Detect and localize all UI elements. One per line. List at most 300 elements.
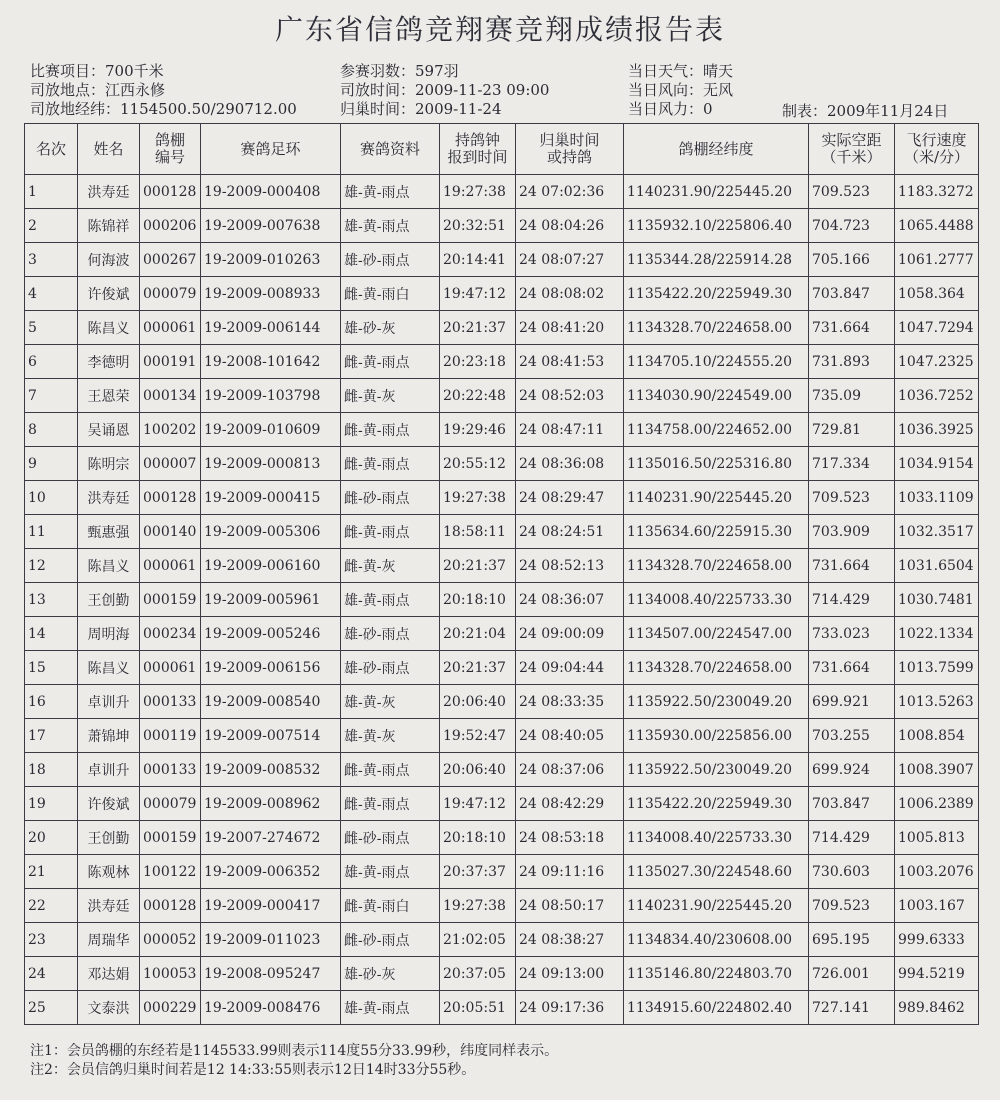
return-time-cell: 24 08:41:53 bbox=[516, 345, 624, 379]
clock-time-cell: 20:22:48 bbox=[440, 379, 516, 413]
table-row bbox=[25, 991, 979, 1025]
ring-cell: 19-2009-000415 bbox=[201, 481, 341, 515]
name-cell: 吴诵恩 bbox=[78, 413, 140, 447]
clock-time-cell: 20:37:05 bbox=[440, 957, 516, 991]
ring-cell: 19-2009-006160 bbox=[201, 549, 341, 583]
table-row bbox=[25, 447, 979, 481]
clock-time-cell: 19:52:47 bbox=[440, 719, 516, 753]
header-name: 姓名 bbox=[78, 124, 140, 175]
distance-cell: 727.141 bbox=[809, 991, 895, 1025]
distance-cell: 699.924 bbox=[809, 753, 895, 787]
report-title: 广东省信鸽竞翔赛竞翔成绩报告表 bbox=[274, 13, 725, 46]
clock-time-cell: 19:27:38 bbox=[440, 175, 516, 209]
bird-info-cell: 雌-黄-雨点 bbox=[341, 345, 440, 379]
ring-cell: 19-2009-007638 bbox=[201, 209, 341, 243]
results-table bbox=[24, 123, 979, 1025]
loft-id-cell: 000206 bbox=[140, 209, 201, 243]
return-time-cell: 24 08:40:05 bbox=[516, 719, 624, 753]
rank-cell: 23 bbox=[25, 923, 78, 957]
loft-id-cell: 000128 bbox=[140, 175, 201, 209]
wind-direction: 当日风向：无风 bbox=[628, 81, 734, 99]
header-rank: 名次 bbox=[25, 124, 78, 175]
rank-cell: 13 bbox=[25, 583, 78, 617]
bird-info-cell: 雌-黄-雨白 bbox=[341, 277, 440, 311]
ring-cell: 19-2009-000408 bbox=[201, 175, 341, 209]
bird-info-cell: 雌-砂-雨点 bbox=[341, 481, 440, 515]
speed-cell: 1183.3272 bbox=[895, 175, 979, 209]
return-time-cell: 24 08:53:18 bbox=[516, 821, 624, 855]
coordinates-cell: 1134705.10/224555.20 bbox=[624, 345, 809, 379]
table-row bbox=[25, 413, 979, 447]
speed-cell: 1034.9154 bbox=[895, 447, 979, 481]
return-time-cell: 24 09:11:16 bbox=[516, 855, 624, 889]
ring-cell: 19-2009-008540 bbox=[201, 685, 341, 719]
name-cell: 王创勤 bbox=[78, 821, 140, 855]
name-cell: 洪寿廷 bbox=[78, 175, 140, 209]
ring-cell: 19-2009-103798 bbox=[201, 379, 341, 413]
coordinates-cell: 1135016.50/225316.80 bbox=[624, 447, 809, 481]
coordinates-cell: 1135930.00/225856.00 bbox=[624, 719, 809, 753]
speed-cell: 989.8462 bbox=[895, 991, 979, 1025]
distance-cell: 703.255 bbox=[809, 719, 895, 753]
table-row bbox=[25, 651, 979, 685]
weather: 当日天气：晴天 bbox=[628, 62, 734, 80]
speed-cell: 1032.3517 bbox=[895, 515, 979, 549]
release-location: 司放地点：江西永修 bbox=[30, 81, 166, 99]
bird-info-cell: 雄-砂-雨点 bbox=[341, 617, 440, 651]
name-cell: 卓训升 bbox=[78, 753, 140, 787]
coordinates-cell: 1134328.70/224658.00 bbox=[624, 549, 809, 583]
rank-cell: 7 bbox=[25, 379, 78, 413]
clock-time-cell: 20:21:04 bbox=[440, 617, 516, 651]
return-time-cell: 24 07:02:36 bbox=[516, 175, 624, 209]
distance-cell: 709.523 bbox=[809, 889, 895, 923]
table-row bbox=[25, 889, 979, 923]
clock-time-cell: 19:27:38 bbox=[440, 889, 516, 923]
table-row bbox=[25, 209, 979, 243]
rank-cell: 12 bbox=[25, 549, 78, 583]
coordinates-cell: 1134008.40/225733.30 bbox=[624, 583, 809, 617]
name-cell: 王创勤 bbox=[78, 583, 140, 617]
name-cell: 萧锦坤 bbox=[78, 719, 140, 753]
rank-cell: 2 bbox=[25, 209, 78, 243]
ring-cell: 19-2009-011023 bbox=[201, 923, 341, 957]
return-time-cell: 24 08:47:11 bbox=[516, 413, 624, 447]
table-row bbox=[25, 685, 979, 719]
name-cell: 周明海 bbox=[78, 617, 140, 651]
speed-cell: 1058.364 bbox=[895, 277, 979, 311]
ring-cell: 19-2009-010263 bbox=[201, 243, 341, 277]
ring-cell: 19-2009-000813 bbox=[201, 447, 341, 481]
rank-cell: 20 bbox=[25, 821, 78, 855]
distance-cell: 730.603 bbox=[809, 855, 895, 889]
ring-cell: 19-2009-007514 bbox=[201, 719, 341, 753]
return-date: 归巢时间：2009-11-24 bbox=[340, 100, 502, 118]
loft-id-cell: 000159 bbox=[140, 821, 201, 855]
name-cell: 陈观林 bbox=[78, 855, 140, 889]
distance-cell: 704.723 bbox=[809, 209, 895, 243]
loft-id-cell: 000134 bbox=[140, 379, 201, 413]
speed-cell: 999.6333 bbox=[895, 923, 979, 957]
wind-force: 当日风力：0 bbox=[628, 100, 713, 118]
bird-info-cell: 雌-黄-灰 bbox=[341, 549, 440, 583]
ring-cell: 19-2009-005246 bbox=[201, 617, 341, 651]
loft-id-cell: 100202 bbox=[140, 413, 201, 447]
speed-cell: 1030.7481 bbox=[895, 583, 979, 617]
coordinates-cell: 1134008.40/225733.30 bbox=[624, 821, 809, 855]
table-row bbox=[25, 617, 979, 651]
entry-count: 参赛羽数：597羽 bbox=[340, 62, 459, 80]
table-row bbox=[25, 345, 979, 379]
distance-cell: 703.847 bbox=[809, 277, 895, 311]
rank-cell: 21 bbox=[25, 855, 78, 889]
ring-cell: 19-2009-000417 bbox=[201, 889, 341, 923]
speed-cell: 1013.5263 bbox=[895, 685, 979, 719]
distance-cell: 729.81 bbox=[809, 413, 895, 447]
speed-cell: 1003.167 bbox=[895, 889, 979, 923]
loft-id-cell: 000234 bbox=[140, 617, 201, 651]
rank-cell: 8 bbox=[25, 413, 78, 447]
return-time-cell: 24 08:37:06 bbox=[516, 753, 624, 787]
table-row bbox=[25, 277, 979, 311]
table-row bbox=[25, 311, 979, 345]
rank-cell: 15 bbox=[25, 651, 78, 685]
coordinates-cell: 1135027.30/224548.60 bbox=[624, 855, 809, 889]
clock-time-cell: 20:21:37 bbox=[440, 549, 516, 583]
rank-cell: 11 bbox=[25, 515, 78, 549]
speed-cell: 994.5219 bbox=[895, 957, 979, 991]
bird-info-cell: 雄-黄-雨点 bbox=[341, 855, 440, 889]
coordinates-cell: 1135922.50/230049.20 bbox=[624, 753, 809, 787]
bird-info-cell: 雌-砂-雨点 bbox=[341, 923, 440, 957]
clock-time-cell: 20:05:51 bbox=[440, 991, 516, 1025]
bird-info-cell: 雄-黄-雨点 bbox=[341, 583, 440, 617]
loft-id-cell: 100053 bbox=[140, 957, 201, 991]
return-time-cell: 24 08:04:26 bbox=[516, 209, 624, 243]
bird-info-cell: 雌-黄-雨点 bbox=[341, 515, 440, 549]
rank-cell: 10 bbox=[25, 481, 78, 515]
return-time-cell: 24 08:07:27 bbox=[516, 243, 624, 277]
return-time-cell: 24 08:38:27 bbox=[516, 923, 624, 957]
coordinates-cell: 1135922.50/230049.20 bbox=[624, 685, 809, 719]
distance-cell: 726.001 bbox=[809, 957, 895, 991]
return-time-cell: 24 08:52:03 bbox=[516, 379, 624, 413]
name-cell: 陈锦祥 bbox=[78, 209, 140, 243]
return-time-cell: 24 08:36:08 bbox=[516, 447, 624, 481]
speed-cell: 1013.7599 bbox=[895, 651, 979, 685]
clock-time-cell: 20:14:41 bbox=[440, 243, 516, 277]
coordinates-cell: 1134915.60/224802.40 bbox=[624, 991, 809, 1025]
name-cell: 卓训升 bbox=[78, 685, 140, 719]
footnote-2: 注2：会员信鸽归巢时间若是12 14:33:55则表示12日14时33分55秒。 bbox=[30, 1062, 476, 1078]
table-row bbox=[25, 583, 979, 617]
return-time-cell: 24 09:13:00 bbox=[516, 957, 624, 991]
ring-cell: 19-2009-008933 bbox=[201, 277, 341, 311]
rank-cell: 17 bbox=[25, 719, 78, 753]
distance-cell: 709.523 bbox=[809, 481, 895, 515]
distance-cell: 731.664 bbox=[809, 651, 895, 685]
loft-id-cell: 000061 bbox=[140, 651, 201, 685]
clock-time-cell: 20:06:40 bbox=[440, 685, 516, 719]
ring-cell: 19-2008-095247 bbox=[201, 957, 341, 991]
name-cell: 陈昌义 bbox=[78, 651, 140, 685]
rank-cell: 3 bbox=[25, 243, 78, 277]
name-cell: 周瑞华 bbox=[78, 923, 140, 957]
header-bird-info: 赛鸽资料 bbox=[341, 124, 440, 175]
distance-cell: 709.523 bbox=[809, 175, 895, 209]
coordinates-cell: 1135932.10/225806.40 bbox=[624, 209, 809, 243]
header-row bbox=[25, 124, 979, 175]
bird-info-cell: 雄-黄-灰 bbox=[341, 685, 440, 719]
distance-cell: 705.166 bbox=[809, 243, 895, 277]
loft-id-cell: 000128 bbox=[140, 481, 201, 515]
distance-cell: 703.847 bbox=[809, 787, 895, 821]
clock-time-cell: 18:58:11 bbox=[440, 515, 516, 549]
name-cell: 王恩荣 bbox=[78, 379, 140, 413]
clock-time-cell: 20:18:10 bbox=[440, 583, 516, 617]
loft-id-cell: 000133 bbox=[140, 753, 201, 787]
loft-id-cell: 000133 bbox=[140, 685, 201, 719]
prepared-date: 制表：2009年11月24日 bbox=[782, 102, 949, 120]
loft-id-cell: 000159 bbox=[140, 583, 201, 617]
rank-cell: 6 bbox=[25, 345, 78, 379]
table-row bbox=[25, 175, 979, 209]
distance-cell: 714.429 bbox=[809, 583, 895, 617]
rank-cell: 22 bbox=[25, 889, 78, 923]
clock-time-cell: 20:55:12 bbox=[440, 447, 516, 481]
speed-cell: 1033.1109 bbox=[895, 481, 979, 515]
speed-cell: 1022.1334 bbox=[895, 617, 979, 651]
clock-time-cell: 19:47:12 bbox=[440, 787, 516, 821]
distance-cell: 717.334 bbox=[809, 447, 895, 481]
release-time: 司放时间：2009-11-23 09:00 bbox=[340, 81, 550, 99]
rank-cell: 4 bbox=[25, 277, 78, 311]
bird-info-cell: 雌-黄-灰 bbox=[341, 379, 440, 413]
clock-time-cell: 20:06:40 bbox=[440, 753, 516, 787]
rank-cell: 1 bbox=[25, 175, 78, 209]
clock-time-cell: 19:27:38 bbox=[440, 481, 516, 515]
table-row bbox=[25, 855, 979, 889]
name-cell: 许俊斌 bbox=[78, 277, 140, 311]
bird-info-cell: 雄-黄-雨点 bbox=[341, 175, 440, 209]
bird-info-cell: 雌-黄-雨点 bbox=[341, 753, 440, 787]
speed-cell: 1031.6504 bbox=[895, 549, 979, 583]
ring-cell: 19-2009-008532 bbox=[201, 753, 341, 787]
speed-cell: 1047.7294 bbox=[895, 311, 979, 345]
return-time-cell: 24 08:36:07 bbox=[516, 583, 624, 617]
coordinates-cell: 1134328.70/224658.00 bbox=[624, 651, 809, 685]
race-item: 比赛项目：700千米 bbox=[30, 62, 164, 80]
name-cell: 洪寿廷 bbox=[78, 889, 140, 923]
clock-time-cell: 21:02:05 bbox=[440, 923, 516, 957]
rank-cell: 19 bbox=[25, 787, 78, 821]
return-time-cell: 24 09:17:36 bbox=[516, 991, 624, 1025]
results-body bbox=[25, 175, 979, 1025]
ring-cell: 19-2009-008476 bbox=[201, 991, 341, 1025]
return-time-cell: 24 08:29:47 bbox=[516, 481, 624, 515]
name-cell: 陈昌义 bbox=[78, 549, 140, 583]
release-coordinates: 司放地经纬：1154500.50/290712.00 bbox=[30, 100, 297, 118]
return-time-cell: 24 09:04:44 bbox=[516, 651, 624, 685]
header-distance: 实际空距 （千米） bbox=[809, 124, 895, 175]
ring-cell: 19-2009-010609 bbox=[201, 413, 341, 447]
return-time-cell: 24 08:24:51 bbox=[516, 515, 624, 549]
bird-info-cell: 雄-砂-灰 bbox=[341, 957, 440, 991]
name-cell: 李德明 bbox=[78, 345, 140, 379]
ring-cell: 19-2009-006352 bbox=[201, 855, 341, 889]
coordinates-cell: 1140231.90/225445.20 bbox=[624, 889, 809, 923]
table-row bbox=[25, 481, 979, 515]
loft-id-cell: 000119 bbox=[140, 719, 201, 753]
return-time-cell: 24 08:52:13 bbox=[516, 549, 624, 583]
loft-id-cell: 000061 bbox=[140, 549, 201, 583]
clock-time-cell: 20:23:18 bbox=[440, 345, 516, 379]
coordinates-cell: 1135634.60/225915.30 bbox=[624, 515, 809, 549]
loft-id-cell: 000267 bbox=[140, 243, 201, 277]
speed-cell: 1047.2325 bbox=[895, 345, 979, 379]
name-cell: 洪寿廷 bbox=[78, 481, 140, 515]
footnote-1: 注1：会员鸽棚的东经若是1145533.99则表示114度55分33.99秒，纬度同样表示。 bbox=[30, 1043, 559, 1059]
coordinates-cell: 1135422.20/225949.30 bbox=[624, 787, 809, 821]
loft-id-cell: 000128 bbox=[140, 889, 201, 923]
coordinates-cell: 1134030.90/224549.00 bbox=[624, 379, 809, 413]
loft-id-cell: 000140 bbox=[140, 515, 201, 549]
distance-cell: 731.664 bbox=[809, 311, 895, 345]
speed-cell: 1008.854 bbox=[895, 719, 979, 753]
ring-cell: 19-2009-008962 bbox=[201, 787, 341, 821]
bird-info-cell: 雌-黄-雨点 bbox=[341, 447, 440, 481]
loft-id-cell: 000079 bbox=[140, 787, 201, 821]
table-row bbox=[25, 957, 979, 991]
rank-cell: 9 bbox=[25, 447, 78, 481]
loft-id-cell: 000061 bbox=[140, 311, 201, 345]
speed-cell: 1003.2076 bbox=[895, 855, 979, 889]
ring-cell: 19-2009-006144 bbox=[201, 311, 341, 345]
header-clock-time: 持鸽钟 报到时间 bbox=[440, 124, 516, 175]
return-time-cell: 24 09:00:09 bbox=[516, 617, 624, 651]
return-time-cell: 24 08:08:02 bbox=[516, 277, 624, 311]
name-cell: 邓达娟 bbox=[78, 957, 140, 991]
ring-cell: 19-2009-005961 bbox=[201, 583, 341, 617]
footnotes bbox=[30, 1042, 558, 1080]
loft-id-cell: 000229 bbox=[140, 991, 201, 1025]
clock-time-cell: 19:47:12 bbox=[440, 277, 516, 311]
bird-info-cell: 雄-黄-雨点 bbox=[341, 991, 440, 1025]
name-cell: 何海波 bbox=[78, 243, 140, 277]
speed-cell: 1008.3907 bbox=[895, 753, 979, 787]
header-loft-id: 鸽棚 编号 bbox=[140, 124, 201, 175]
return-time-cell: 24 08:33:35 bbox=[516, 685, 624, 719]
header-speed: 飞行速度 （米/分） bbox=[895, 124, 979, 175]
race-info-column-3 bbox=[628, 62, 733, 119]
loft-id-cell: 100122 bbox=[140, 855, 201, 889]
speed-cell: 1036.3925 bbox=[895, 413, 979, 447]
bird-info-cell: 雄-砂-雨点 bbox=[341, 243, 440, 277]
distance-cell: 703.909 bbox=[809, 515, 895, 549]
loft-id-cell: 000079 bbox=[140, 277, 201, 311]
distance-cell: 699.921 bbox=[809, 685, 895, 719]
table-row bbox=[25, 923, 979, 957]
table-row bbox=[25, 515, 979, 549]
table-row bbox=[25, 787, 979, 821]
loft-id-cell: 000007 bbox=[140, 447, 201, 481]
header-loft-coordinates: 鸽棚经纬度 bbox=[624, 124, 809, 175]
table-row bbox=[25, 821, 979, 855]
header-return-time: 归巢时间 或持鸽 bbox=[516, 124, 624, 175]
loft-id-cell: 000052 bbox=[140, 923, 201, 957]
clock-time-cell: 20:21:37 bbox=[440, 651, 516, 685]
coordinates-cell: 1134834.40/230608.00 bbox=[624, 923, 809, 957]
coordinates-cell: 1134507.00/224547.00 bbox=[624, 617, 809, 651]
loft-id-cell: 000191 bbox=[140, 345, 201, 379]
rank-cell: 24 bbox=[25, 957, 78, 991]
coordinates-cell: 1134328.70/224658.00 bbox=[624, 311, 809, 345]
table-row bbox=[25, 549, 979, 583]
ring-cell: 19-2009-006156 bbox=[201, 651, 341, 685]
table-row bbox=[25, 753, 979, 787]
speed-cell: 1005.813 bbox=[895, 821, 979, 855]
race-info-column-2 bbox=[340, 62, 549, 119]
ring-cell: 19-2007-274672 bbox=[201, 821, 341, 855]
name-cell: 陈昌义 bbox=[78, 311, 140, 345]
rank-cell: 18 bbox=[25, 753, 78, 787]
ring-cell: 19-2008-101642 bbox=[201, 345, 341, 379]
coordinates-cell: 1134758.00/224652.00 bbox=[624, 413, 809, 447]
rank-cell: 5 bbox=[25, 311, 78, 345]
table-row bbox=[25, 379, 979, 413]
header-ring-number: 赛鸽足环 bbox=[201, 124, 341, 175]
name-cell: 文泰洪 bbox=[78, 991, 140, 1025]
rank-cell: 25 bbox=[25, 991, 78, 1025]
distance-cell: 733.023 bbox=[809, 617, 895, 651]
bird-info-cell: 雌-黄-雨点 bbox=[341, 413, 440, 447]
distance-cell: 714.429 bbox=[809, 821, 895, 855]
distance-cell: 731.664 bbox=[809, 549, 895, 583]
clock-time-cell: 19:29:46 bbox=[440, 413, 516, 447]
race-info-column-1 bbox=[30, 62, 297, 119]
coordinates-cell: 1140231.90/225445.20 bbox=[624, 175, 809, 209]
clock-time-cell: 20:18:10 bbox=[440, 821, 516, 855]
rank-cell: 14 bbox=[25, 617, 78, 651]
coordinates-cell: 1140231.90/225445.20 bbox=[624, 481, 809, 515]
ring-cell: 19-2009-005306 bbox=[201, 515, 341, 549]
speed-cell: 1065.4488 bbox=[895, 209, 979, 243]
rank-cell: 16 bbox=[25, 685, 78, 719]
return-time-cell: 24 08:42:29 bbox=[516, 787, 624, 821]
name-cell: 甄惠强 bbox=[78, 515, 140, 549]
return-time-cell: 24 08:41:20 bbox=[516, 311, 624, 345]
distance-cell: 695.195 bbox=[809, 923, 895, 957]
bird-info-cell: 雌-砂-雨点 bbox=[341, 821, 440, 855]
table-row bbox=[25, 719, 979, 753]
bird-info-cell: 雄-黄-雨点 bbox=[341, 209, 440, 243]
return-time-cell: 24 08:50:17 bbox=[516, 889, 624, 923]
speed-cell: 1036.7252 bbox=[895, 379, 979, 413]
distance-cell: 735.09 bbox=[809, 379, 895, 413]
bird-info-cell: 雄-黄-灰 bbox=[341, 719, 440, 753]
bird-info-cell: 雄-砂-灰 bbox=[341, 311, 440, 345]
clock-time-cell: 20:37:37 bbox=[440, 855, 516, 889]
speed-cell: 1006.2389 bbox=[895, 787, 979, 821]
bird-info-cell: 雌-黄-雨白 bbox=[341, 889, 440, 923]
name-cell: 陈明宗 bbox=[78, 447, 140, 481]
speed-cell: 1061.2777 bbox=[895, 243, 979, 277]
distance-cell: 731.893 bbox=[809, 345, 895, 379]
table-row bbox=[25, 243, 979, 277]
coordinates-cell: 1135146.80/224803.70 bbox=[624, 957, 809, 991]
coordinates-cell: 1135344.28/225914.28 bbox=[624, 243, 809, 277]
name-cell: 许俊斌 bbox=[78, 787, 140, 821]
